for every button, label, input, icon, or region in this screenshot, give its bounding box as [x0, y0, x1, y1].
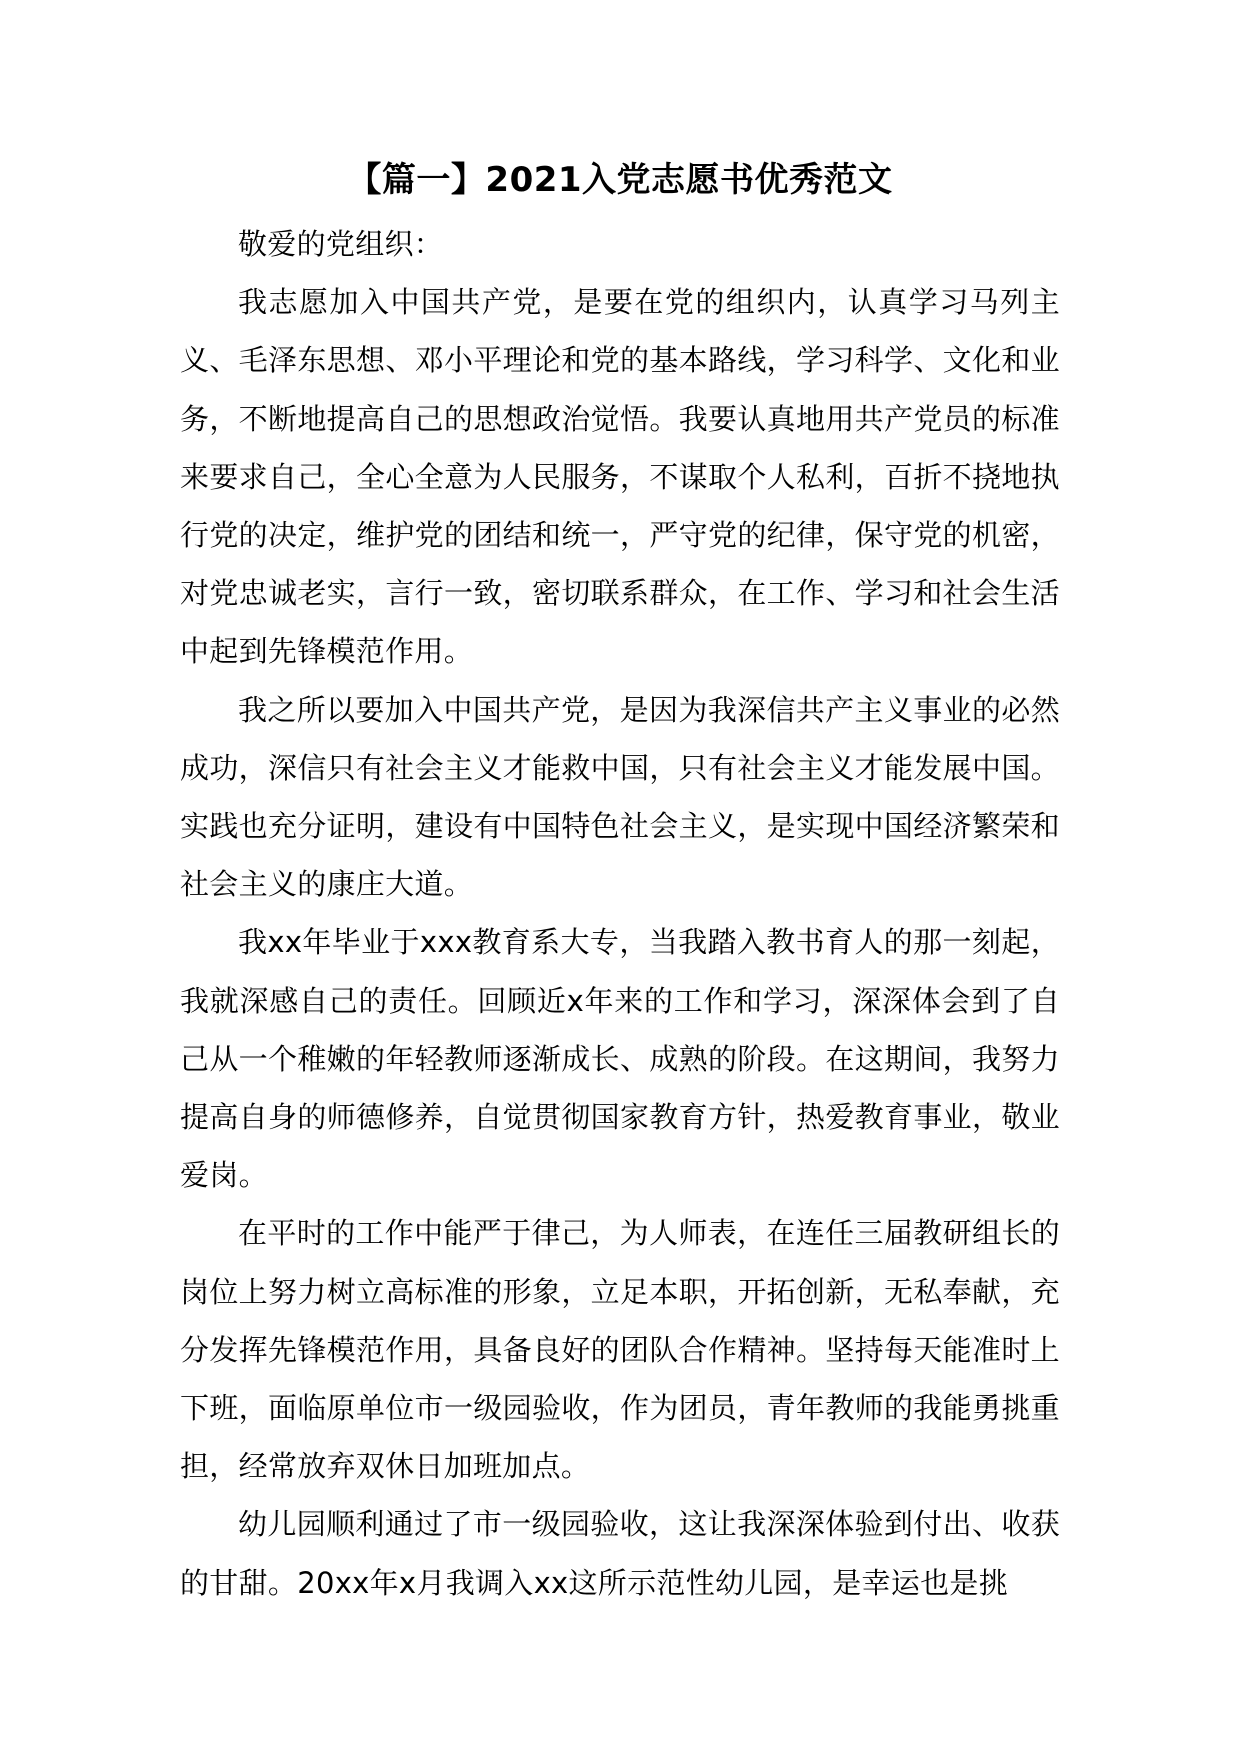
document-title: 【篇一】2021入党志愿书优秀范文 — [347, 160, 893, 200]
paragraph-4: 在平时的工作中能严于律己，为人师表，在连任三届教研组长的岗位上努力树立高标准的形象，立足本职，开拓创新，无私奉献，充分发挥先锋模范作用，具备良好的团队合作精神。坚持每天能准时上下班，面临原单位市一级园验收，作为团员，青年教师的我能勇挑重担，经常放弃双休日加班加点。 — [180, 1216, 1060, 1484]
paragraph-2: 我之所以要加入中国共产党，是因为我深信共产主义事业的必然成功，深信只有社会主义才能救中国，只有社会主义才能发展中国。实践也充分证明，建设有中国特色社会主义，是实现中国经济繁荣和社会主义的康庄大道。 — [180, 692, 1060, 902]
paragraph-5: 幼儿园顺利通过了市一级园验收，这让我深深体验到付出、收获的甘甜。20xx年x月我调入xx这所示范性幼儿园，是幸运也是挑 — [180, 1507, 1060, 1600]
paragraph-3: 我xx年毕业于xxx教育系大专，当我踏入教书育人的那一刻起，我就深感自己的责任。回顾近x年来的工作和学习，深深体会到了自己从一个稚嫩的年轻教师逐渐成长、成熟的阶段。在这期间，我努力提高自身的师德修养，自觉贯彻国家教育方针，热爱教育事业，敬业爱岗。 — [180, 925, 1060, 1193]
document-body — [180, 155, 1060, 1612]
paragraph-1: 我志愿加入中国共产党，是要在党的组织内，认真学习马列主义、毛泽东思想、邓小平理论和党的基本路线，学习科学、文化和业务，不断地提高自己的思想政治觉悟。我要认真地用共产党员的标准来要求自己，全心全意为人民服务，不谋取个人私利，百折不挠地执行党的决定，维护党的团结和统一，严守党的纪律，保守党的机密，对党忠诚老实，言行一致，密切联系群众，在工作、学习和社会生活中起到先锋模范作用。 — [180, 285, 1060, 669]
salutation: 敬爱的党组织： — [238, 227, 444, 261]
